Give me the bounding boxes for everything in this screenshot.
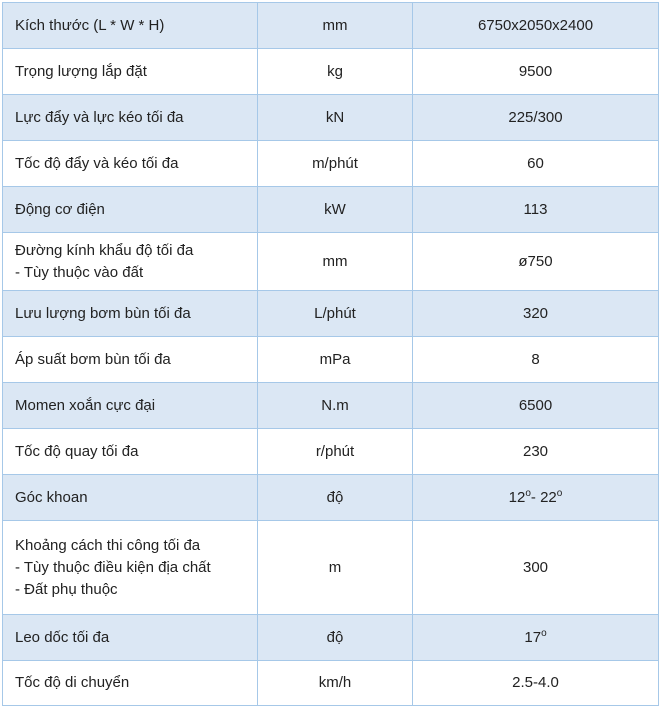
table-row [3,95,659,141]
spec-value-cell: 320 [413,291,659,337]
spec-name-cell [3,49,258,95]
spec-name-line: Góc khoan [15,488,88,506]
spec-name-line: Lưu lượng bơm bùn tối đa [15,304,191,322]
spec-name-cell [3,337,258,383]
spec-name-cell [3,233,258,291]
spec-name-cell [3,383,258,429]
degree-mark: o [525,487,531,499]
spec-value-cell: 9500 [413,49,659,95]
spec-value-cell: 230 [413,429,659,475]
spec-name-line: - Đất phụ thuộc [15,580,118,598]
spec-name-cell [3,521,258,615]
spec-unit-cell: km/h [258,661,413,706]
spec-value-cell: 2.5-4.0 [413,661,659,706]
spec-name-line: Tốc độ di chuyển [15,674,130,691]
spec-value-cell: 113 [413,187,659,233]
spec-name-line: Động cơ điện [15,200,105,218]
spec-name-cell [3,615,258,661]
table-row [3,475,659,521]
spec-value-cell: 8 [413,337,659,383]
table-row [3,383,659,429]
spec-table [2,2,659,706]
spec-name-line: - Tùy thuộc điều kiện địa chất [15,558,211,576]
spec-unit-cell: kW [258,187,413,233]
table-row [3,521,659,615]
spec-value-cell: 6500 [413,383,659,429]
table-row [3,49,659,95]
spec-name-cell [3,475,258,521]
spec-name-line: Leo dốc tối đa [15,628,110,646]
spec-unit-cell: r/phút [258,429,413,475]
degree-mark: o [541,627,547,639]
spec-name-line: Tốc độ đẩy và kéo tối đa [15,154,179,172]
table-row [3,615,659,661]
spec-name-cell [3,95,258,141]
spec-name-line: Trọng lượng lắp đặt [15,62,147,80]
table-row [3,337,659,383]
spec-unit-cell: m/phút [258,141,413,187]
spec-unit-cell: kN [258,95,413,141]
spec-value-cell: 6750x2050x2400 [413,3,659,49]
spec-unit-cell: mm [258,3,413,49]
spec-unit-cell: độ [258,475,413,521]
spec-value-cell: 12$^o$- 22$^o$ [413,475,659,521]
spec-name-cell [3,141,258,187]
spec-unit-cell: N.m [258,383,413,429]
spec-unit-cell: L/phút [258,291,413,337]
spec-name-line: Kích thước (L * W * H) [15,16,165,34]
spec-table-body [3,3,659,706]
spec-name-line: Tốc độ quay tối đa [15,442,139,460]
spec-name-cell [3,661,258,706]
table-row [3,187,659,233]
table-row [3,3,659,49]
spec-unit-cell: kg [258,49,413,95]
spec-name-cell [3,3,258,49]
spec-name-line: Khoảng cách thi công tối đa [15,536,201,554]
table-row [3,429,659,475]
spec-value-cell: 17$^o$ [413,615,659,661]
spec-name-line: Đường kính khẩu độ tối đa [15,241,194,259]
spec-value-cell: 60 [413,141,659,187]
spec-value-cell: ø750 [413,233,659,291]
spec-unit-cell: độ [258,615,413,661]
spec-unit-cell: mm [258,233,413,291]
spec-name-line: Lực đẩy và lực kéo tối đa [15,108,184,126]
spec-name-line: Momen xoắn cực đại [15,396,156,414]
spec-value-cell: 225/300 [413,95,659,141]
spec-name-line: Áp suất bơm bùn tối đa [15,350,171,368]
spec-name-cell [3,187,258,233]
spec-name-cell [3,291,258,337]
spec-unit-cell: m [258,521,413,615]
table-row [3,233,659,291]
spec-name-cell [3,429,258,475]
spec-unit-cell: mPa [258,337,413,383]
table-row [3,141,659,187]
table-row [3,291,659,337]
spec-name-line: - Tùy thuộc vào đất [15,263,144,281]
table-row [3,661,659,706]
degree-mark: o [556,487,563,499]
spec-value-cell: 300 [413,521,659,615]
